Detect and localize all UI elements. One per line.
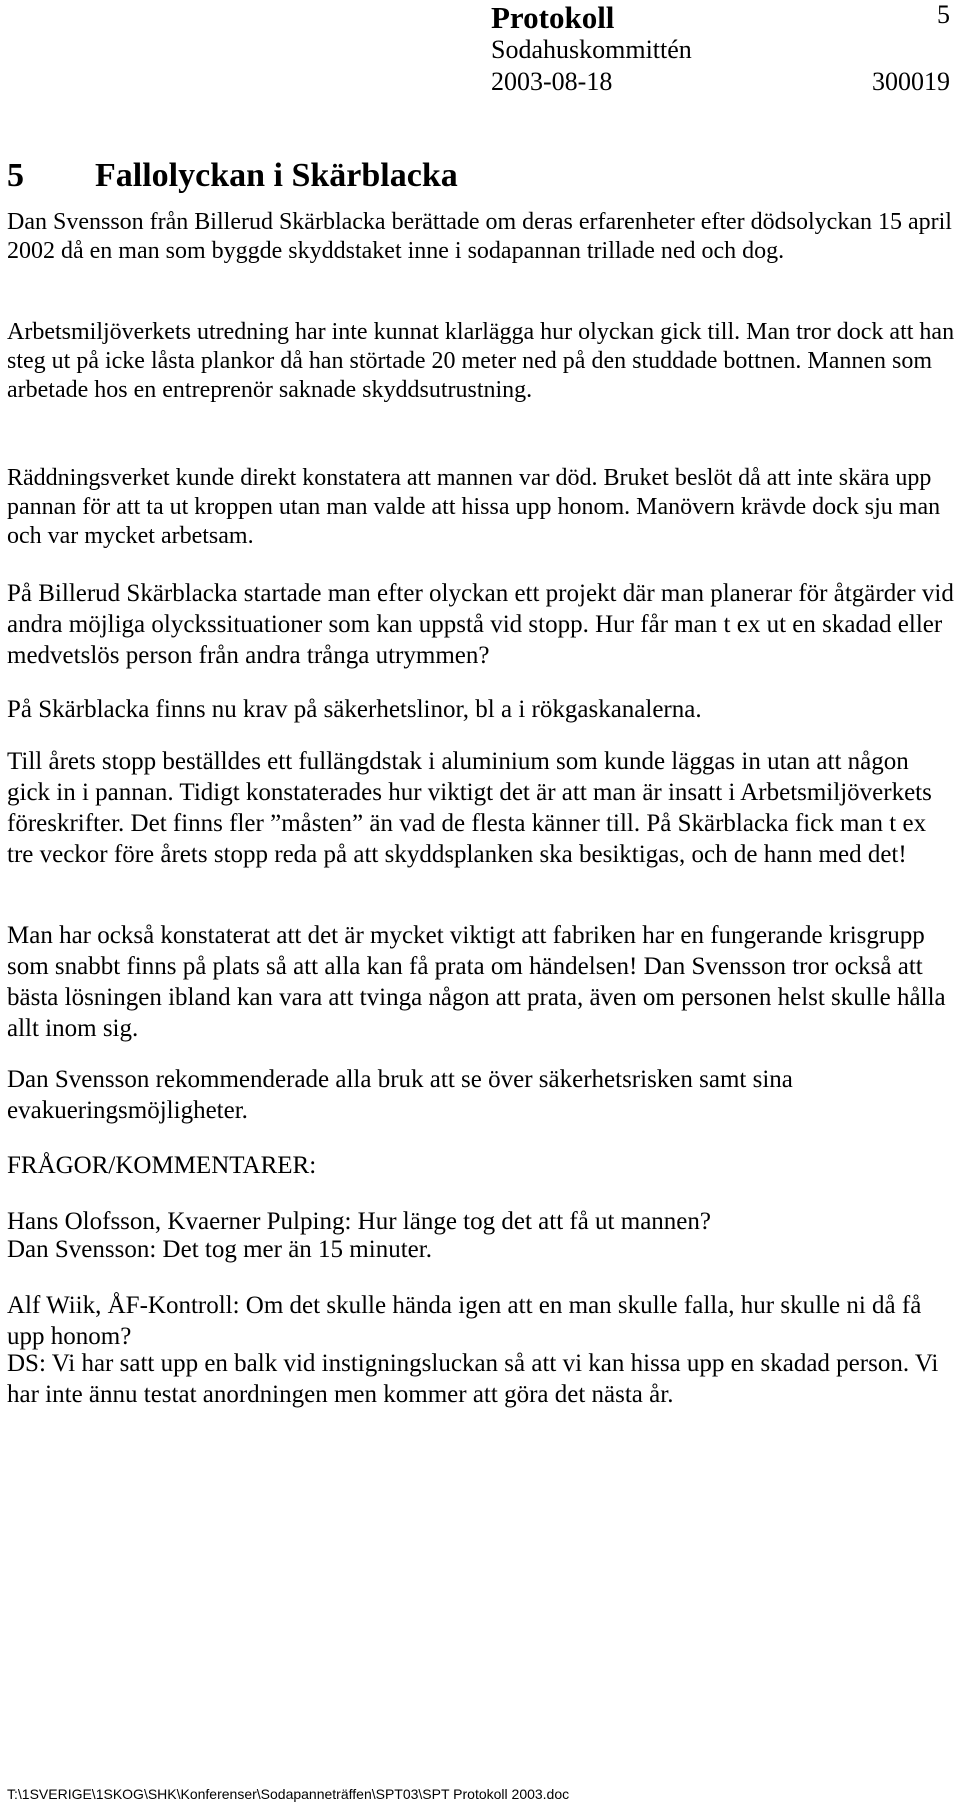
document-number: 300019 — [872, 67, 950, 96]
paragraph: På Billerud Skärblacka startade man efter olyckan ett projekt där man planerar för åtgärder vid andra möjliga olyckssituationer som kan uppstå vid stopp. Hur får man t ex ut en skadad eller medvetslös person från andra trånga utrymmen? — [7, 580, 954, 669]
paragraph: Till årets stopp beställdes ett fullängdstak i aluminium som kunde läggas in utan att någon gick in i pannan. Tidigt konstaterades hur viktigt det är att man är insatt i Arbetsmiljöverkets föreskrifter. Det finns fler ”måsten” än vad de flesta känner till. På Skärblacka fick man t ex tre veckor före årets stopp reda på att skyddsplanken ska besiktigas, och de hann med det! — [7, 748, 932, 868]
answer: DS: Vi har satt upp en balk vid instigningsluckan så att vi kan hissa upp en skadad person. Vi har inte ännu testat anordningen men kommer att göra det nästa år. — [7, 1350, 939, 1408]
page-number: 5 — [937, 0, 950, 29]
section-title: Fallolyckan i Skärblacka — [95, 157, 458, 194]
meeting-date: 2003-08-18 — [491, 67, 613, 96]
paragraph: Dan Svensson från Billerud Skärblacka berättade om deras erfarenheter efter dödsolyckan 15 april 2002 då en man som byggde skyddstaket inne i sodapannan trillade ned och dog. — [7, 209, 952, 264]
paragraph: Arbetsmiljöverkets utredning har inte kunnat klarlägga hur olyckan gick till. Man tror dock att han steg ut på icke låsta plankor då han störtade 20 meter ned på den studdade bottnen. Mannen som arbetade hos en entreprenör saknade skyddsutrustning. — [7, 319, 955, 403]
paragraph: Räddningsverket kunde direkt konstatera att mannen var död. Bruket beslöt då att inte skära upp pannan för att ta ut kroppen utan man valde att hissa upp honom. Manövern krävde dock sju man och var mycket arbetsam. — [7, 465, 941, 549]
paragraph: På Skärblacka finns nu krav på säkerhetslinor, bl a i rökgaskanalerna. — [7, 696, 702, 723]
footer-file-path: T:\1SVERIGE\1SKOG\SHK\Konferenser\Sodapanneträffen\SPT03\SPT Protokoll 2003.doc — [7, 1786, 570, 1802]
question: Alf Wiik, ÅF-Kontroll: Om det skulle hända igen att en man skulle falla, hur skulle ni då få upp honom? — [7, 1292, 922, 1350]
document-title: Protokoll — [491, 0, 615, 35]
question: Hans Olofsson, Kvaerner Pulping: Hur länge tog det att få ut mannen? — [7, 1208, 711, 1235]
answer: Dan Svensson: Det tog mer än 15 minuter. — [7, 1236, 432, 1263]
questions-heading: FRÅGOR/KOMMENTARER: — [7, 1152, 317, 1179]
committee-name: Sodahuskommittén — [491, 35, 692, 64]
section-number: 5 — [7, 157, 24, 194]
paragraph: Man har också konstaterat att det är mycket viktigt att fabriken har en fungerande krisgrupp som snabbt finns på plats så att alla kan få prata om händelsen! Dan Svensson tror också att bästa lösningen ibland kan vara att tvinga någon att prata, även om personen helst skulle hålla allt inom sig. — [7, 922, 946, 1042]
paragraph: Dan Svensson rekommenderade alla bruk att se över säkerhetsrisken samt sina evakueringsmöjligheter. — [7, 1066, 793, 1124]
